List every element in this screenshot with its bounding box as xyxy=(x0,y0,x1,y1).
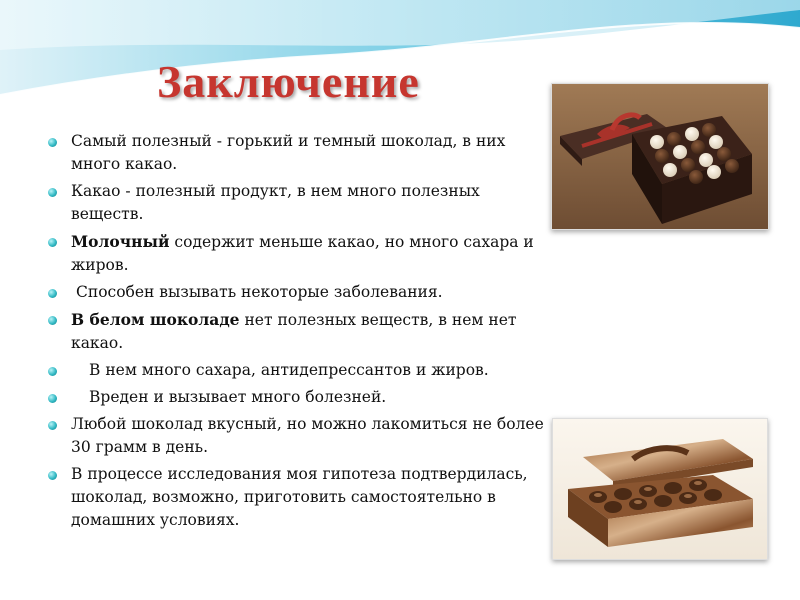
bullet-item-8 xyxy=(48,413,548,459)
bullet-text: Самый полезный - горький и темный шоколад, в них много какао. xyxy=(71,132,506,173)
bullet-item-2 xyxy=(48,180,548,226)
open-chocolate-box-image xyxy=(552,418,768,560)
slide-title: Заключение xyxy=(157,56,420,107)
bullet-dot-icon xyxy=(48,316,57,325)
bullet-dot-icon xyxy=(48,289,57,298)
bullet-bold-term: В белом шоколаде xyxy=(71,310,240,329)
bullet-item-6 xyxy=(48,359,548,382)
bullet-text: Способен вызывать некоторые заболевания. xyxy=(76,283,443,301)
bullet-text: В нем много сахара, антидепрессантов и жиров. xyxy=(89,361,489,379)
chocolate-box-image xyxy=(551,83,769,230)
bullet-item-7 xyxy=(48,386,548,409)
bullet-dot-icon xyxy=(48,188,57,197)
bullet-text: Любой шоколад вкусный, но можно лакомиться не более 30 грамм в день. xyxy=(71,415,544,456)
bullet-dot-icon xyxy=(48,394,57,403)
bullet-text: Какао - полезный продукт, в нем много полезных веществ. xyxy=(71,182,480,223)
bullet-dot-icon xyxy=(48,421,57,430)
bullet-item-9 xyxy=(48,463,548,532)
bullet-item-1 xyxy=(48,130,548,176)
bullet-dot-icon xyxy=(48,138,57,147)
bullet-bold-term: Молочный xyxy=(71,232,170,251)
bullet-text: В процессе исследования моя гипотеза подтвердилась, шоколад, возможно, приготовить самостоятельно в домашних условиях. xyxy=(71,465,528,529)
bullet-item-3 xyxy=(48,230,548,277)
bullet-dot-icon xyxy=(48,367,57,376)
bullet-dot-icon xyxy=(48,471,57,480)
bullet-dot-icon xyxy=(48,238,57,247)
bullet-text: Вреден и вызывает много болезней. xyxy=(89,388,387,406)
bullet-list xyxy=(48,130,548,536)
bullet-item-4 xyxy=(48,281,548,304)
bullet-text: содержит меньше какао, но много сахара и жиров. xyxy=(71,233,534,274)
bullet-item-5 xyxy=(48,308,548,355)
bullet-text: нет полезных веществ, в нем нет какао. xyxy=(71,311,517,352)
